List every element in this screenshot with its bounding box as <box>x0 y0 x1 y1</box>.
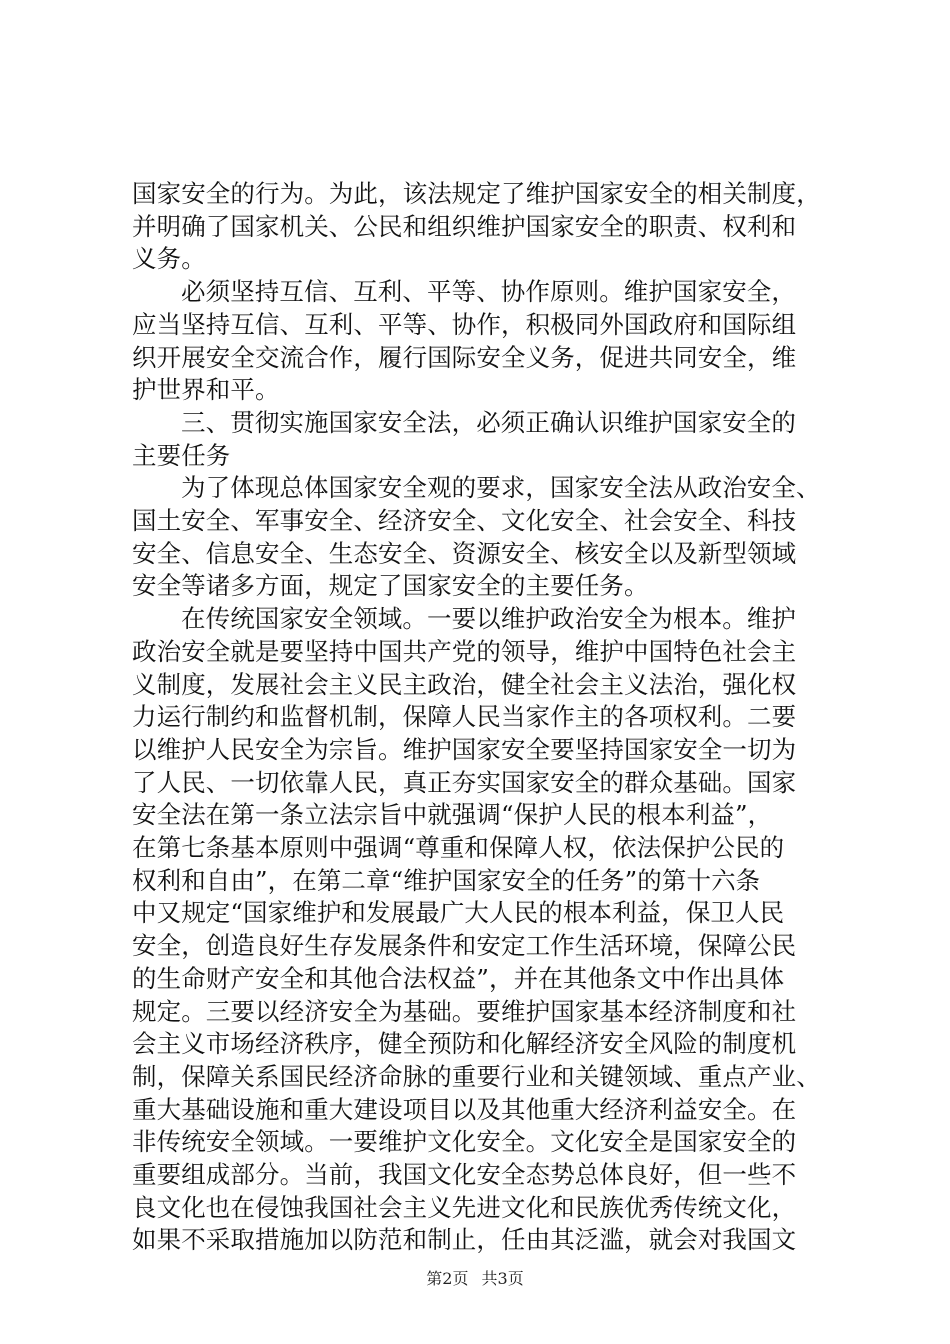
text-line: 在传统国家安全领域。一要以维护政治安全为根本。维护 <box>181 604 796 634</box>
text-line: 义制度，发展社会主义民主政治，健全社会主义法治，强化权 <box>132 669 797 699</box>
text-line: 在第七条基本原则中强调“尊重和保障人权，依法保护公民的 <box>132 833 785 862</box>
text-line: 国家安全的行为。为此，该法规定了维护国家安全的相关制度， <box>132 179 821 208</box>
text-line: 如果不采取措施加以防范和制止，任由其泛滥，就会对我国文 <box>132 1225 797 1255</box>
text-line: 以维护人民安全为宗旨。维护国家安全要坚持国家安全一切为 <box>132 734 797 764</box>
page-total: 共3页 <box>481 1269 524 1288</box>
text-line: 安全、信息安全、生态安全、资源安全、核安全以及新型领域 <box>132 538 797 568</box>
text-line: 政治安全就是要坚持中国共产党的领导，维护中国特色社会主 <box>132 636 797 666</box>
text-line: 规定。三要以经济安全为基础。要维护国家基本经济制度和社 <box>132 996 797 1026</box>
text-line: 必须坚持互信、互利、平等、协作原则。维护国家安全， <box>181 277 796 307</box>
text-line: 主要任务 <box>132 440 231 470</box>
text-line: 中又规定“国家维护和发展最广大人民的根本利益，保卫人民 <box>132 898 785 928</box>
text-line: 重大基础设施和重大建设项目以及其他重大经济利益安全。在 <box>132 1094 797 1124</box>
text-line: 了人民、一切依靠人民，真正夯实国家安全的群众基础。国家 <box>132 767 797 797</box>
text-line: 织开展安全交流合作，履行国际安全义务，促进共同安全，维 <box>132 342 797 372</box>
text-line: 非传统安全领域。一要维护文化安全。文化安全是国家安全的 <box>132 1127 797 1157</box>
text-line: 力运行制约和监督机制，保障人民当家作主的各项权利。二要 <box>132 702 797 732</box>
text-line: 为了体现总体国家安全观的要求，国家安全法从政治安全、 <box>181 473 821 503</box>
text-line: 重要组成部分。当前，我国文化安全态势总体良好，但一些不 <box>132 1160 797 1189</box>
text-line: 义务。 <box>132 244 206 274</box>
text-line: 制，保障关系国民经济命脉的重要行业和关键领域、重点产业、 <box>132 1061 821 1091</box>
text-line: 安全，创造良好生存发展条件和安定工作生活环境，保障公民 <box>132 931 797 961</box>
page-footer <box>0 1269 950 1289</box>
text-line: 安全法在第一条立法宗旨中就强调“保护人民的根本利益”， <box>132 800 773 830</box>
text-line: 三、贯彻实施国家安全法，必须正确认识维护国家安全的 <box>181 407 796 437</box>
page-number: 第2页 <box>426 1269 469 1288</box>
text-line: 护世界和平。 <box>132 375 280 405</box>
text-line: 国土安全、军事安全、经济安全、文化安全、社会安全、科技 <box>132 506 797 535</box>
text-line: 良文化也在侵蚀我国社会主义先进文化和民族优秀传统文化， <box>132 1192 797 1222</box>
text-line: 会主义市场经济秩序，健全预防和化解经济安全风险的制度机 <box>132 1029 797 1059</box>
text-line: 并明确了国家机关、公民和组织维护国家安全的职责、权利和 <box>132 211 797 241</box>
text-line: 的生命财产安全和其他合法权益”，并在其他条文中作出具体 <box>132 963 785 993</box>
text-line: 权利和自由”，在第二章“维护国家安全的任务”的第十六条 <box>132 865 761 895</box>
text-line: 应当坚持互信、互利、平等、协作，积极同外国政府和国际组 <box>132 309 797 339</box>
text-line: 安全等诸多方面，规定了国家安全的主要任务。 <box>132 571 649 601</box>
